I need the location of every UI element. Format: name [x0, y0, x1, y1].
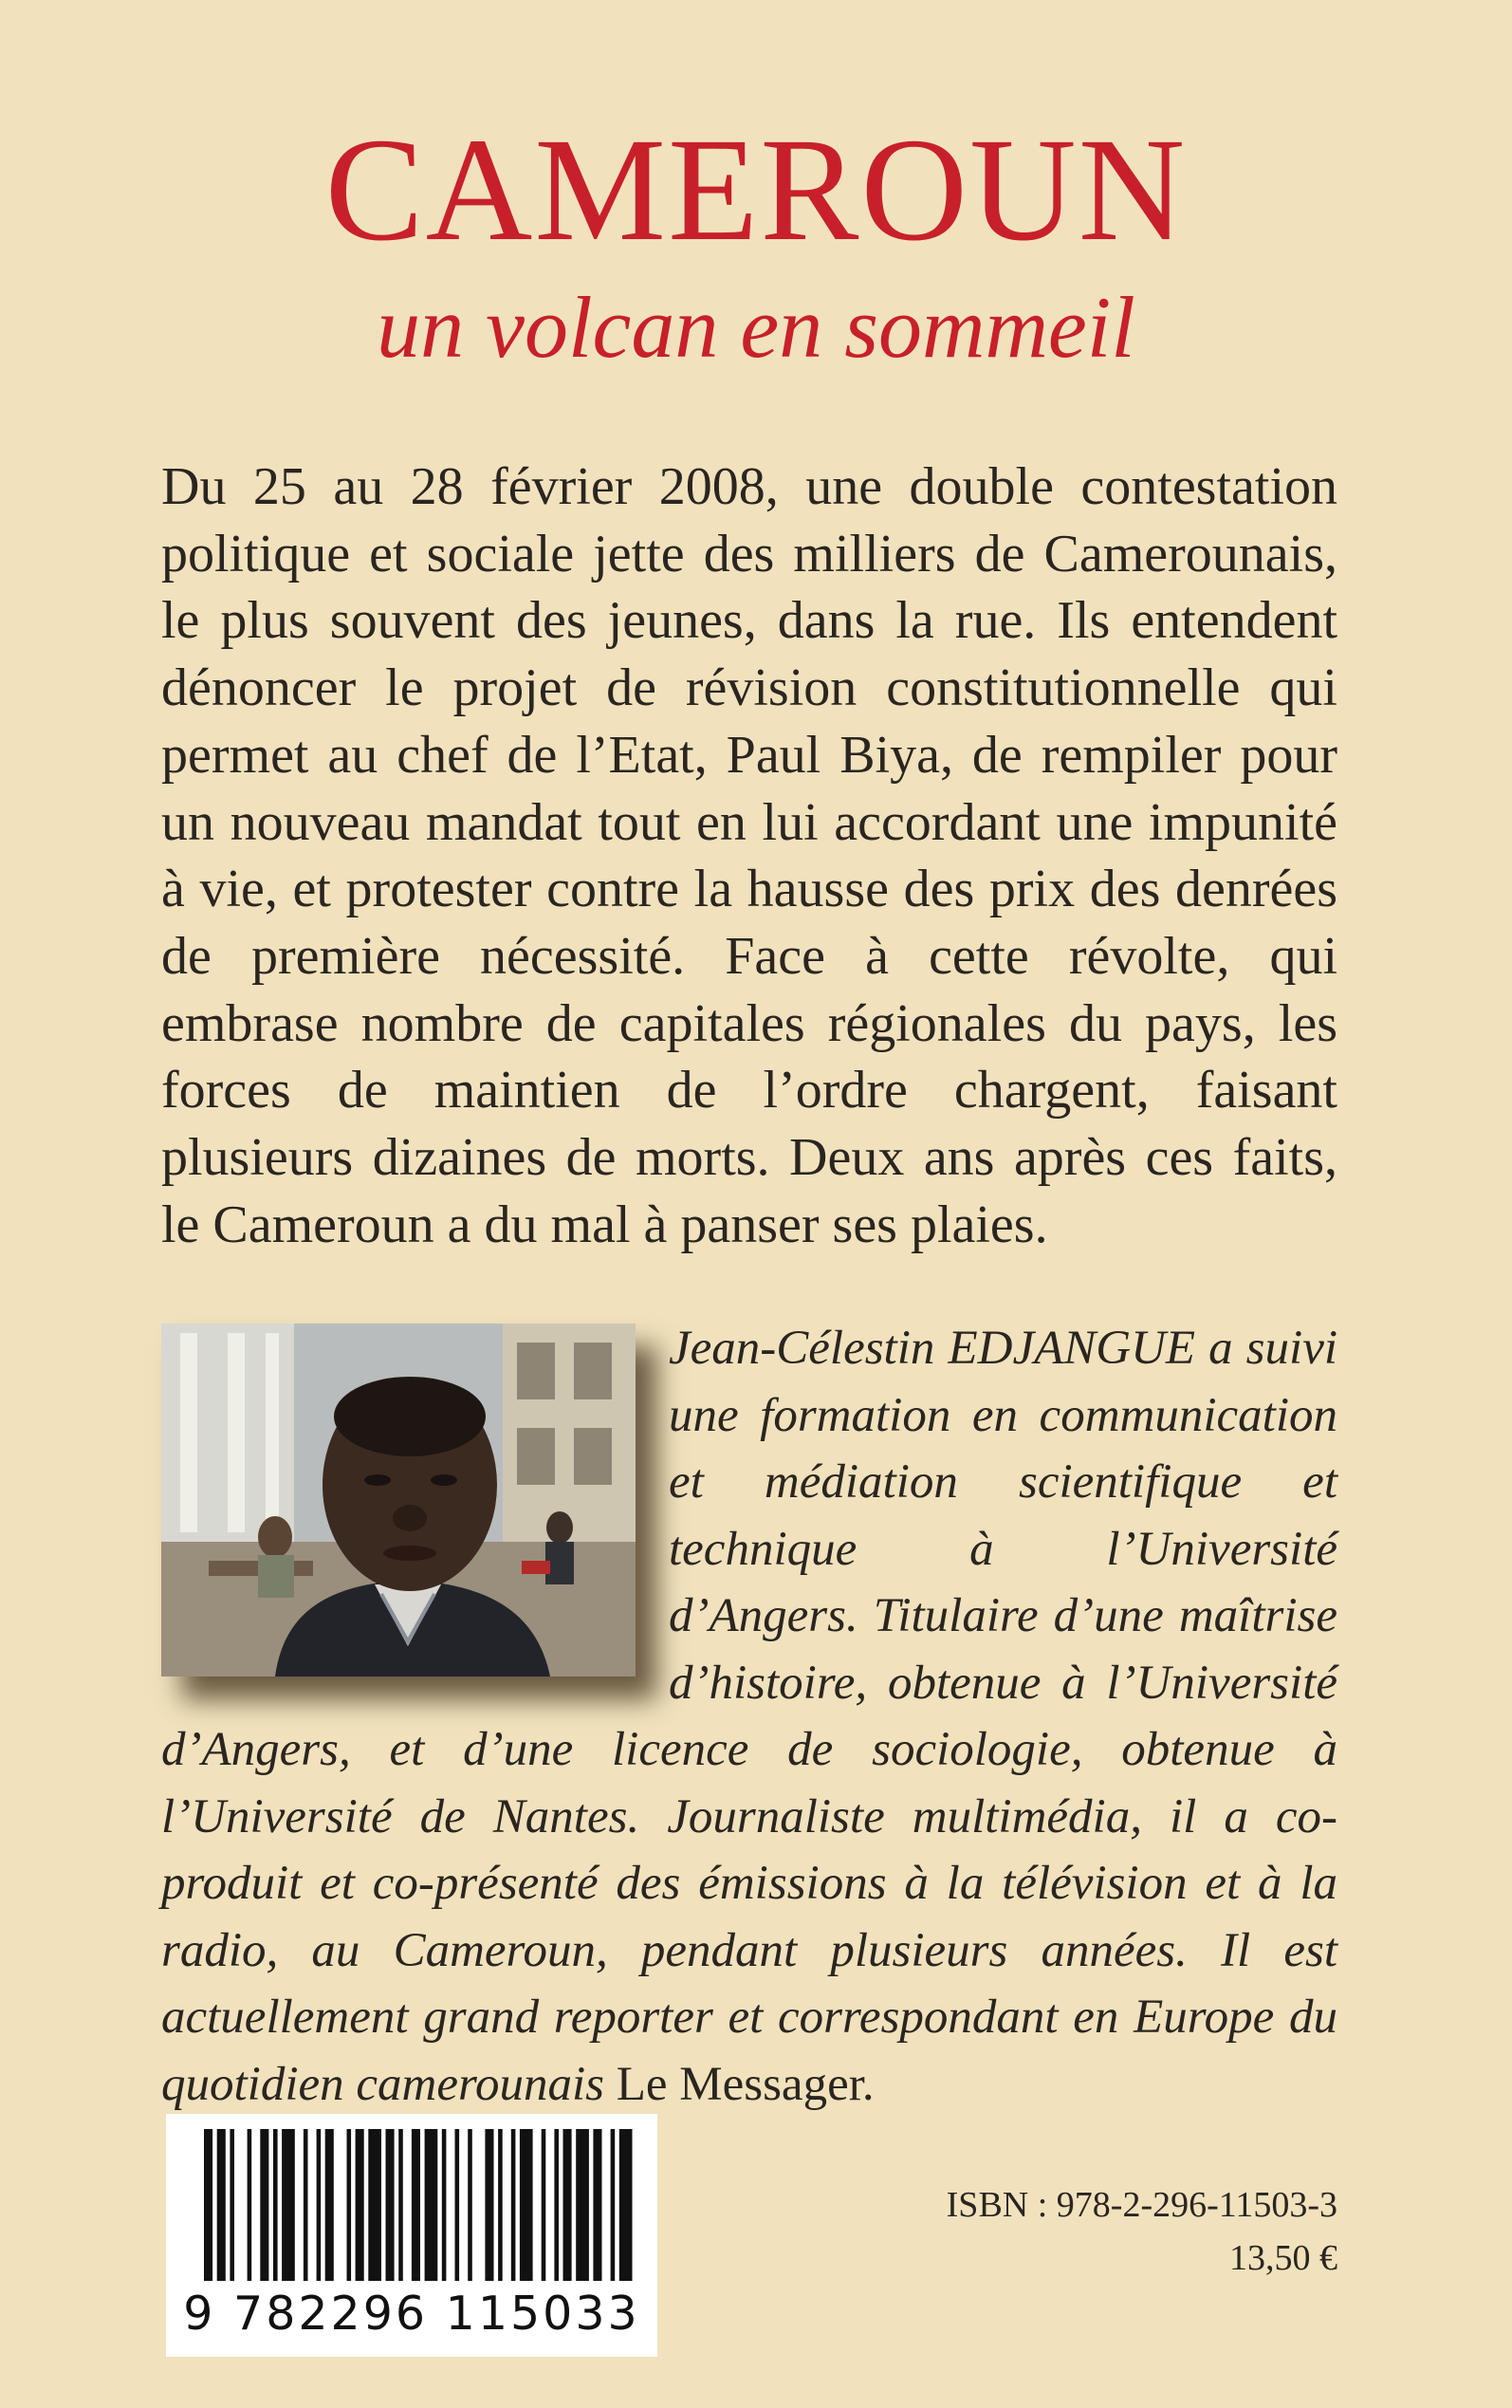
barcode-bar	[520, 2129, 533, 2281]
barcode-bar	[304, 2129, 308, 2281]
barcode-bar	[260, 2129, 268, 2281]
barcode-bar	[204, 2129, 212, 2281]
photo-float-space	[161, 1315, 669, 1687]
barcode-bar	[412, 2129, 420, 2281]
barcode-digits: 9 782296 115033	[183, 2287, 640, 2341]
barcode-bar	[217, 2129, 226, 2281]
barcode-bar	[325, 2129, 334, 2281]
barcode-bar	[498, 2129, 503, 2281]
barcode-bar	[442, 2129, 447, 2281]
newspaper-name: Le Messager.	[616, 2057, 875, 2111]
barcode-bar	[425, 2129, 438, 2281]
barcode-bar	[511, 2129, 516, 2281]
barcode-bar	[386, 2129, 395, 2281]
book-summary: Du 25 au 28 février 2008, une double contestation politique et sociale jette des milliers de Camerounais, le plus souvent des jeunes, dans la rue. Ils entendent dénoncer le projet de révision constitutionnelle qui permet au chef de l’Etat, Paul Biya, de rempiler pour un nouveau mandat tout en lui accordant une impunité à vie, et protester contre la hausse des prix des denrées de première nécessité. Face à cette révolte, qui embrase nombre de capitales régionales du pays, les forces de maintien de l’ordre chargent, faisant plusieurs dizaines de morts. Deux ans après ces faits, le Cameroun a du mal à panser ses plaies.	[161, 457, 1337, 1254]
isbn: ISBN : 978-2-296-11503-3	[946, 2185, 1337, 2225]
barcode-bar	[611, 2129, 616, 2281]
book-title: CAMEROUN	[324, 107, 1188, 271]
author-biography	[161, 1315, 1337, 2118]
barcode-bar	[563, 2129, 572, 2281]
barcode-bar	[485, 2129, 493, 2281]
barcode-bar	[619, 2129, 633, 2281]
barcode-bar	[368, 2129, 381, 2281]
barcode-bar	[273, 2129, 278, 2281]
barcode-bar	[317, 2129, 322, 2281]
barcode-bar	[282, 2129, 295, 2281]
barcode-bar	[542, 2129, 546, 2281]
price: 13,50 €	[1229, 2238, 1337, 2278]
book-subtitle: un volcan en sommeil	[377, 279, 1135, 376]
author-bio-text: Jean-Célestin EDJANGUE a suivi une formation en communication et médiation scientifique et technique à l’Université d’Angers. Titulaire d’une maîtrise d’histoire, obtenue à l’Université d’Angers, et d’une licence de sociologie, obtenue à l’Université de Nantes. Journaliste multimédia, il a co-produit et co-présenté des émissions à la télévision et à la radio, au Cameroun, pendant plusieurs années. Il est actuellement grand reporter et correspondant en Europe du quotidien camerounais	[161, 1322, 1337, 2111]
barcode-bar	[248, 2129, 252, 2281]
barcode-bar	[398, 2129, 403, 2281]
barcode	[166, 2114, 657, 2357]
barcode-bar	[576, 2129, 589, 2281]
barcode-bar	[356, 2129, 364, 2281]
barcode-bar	[455, 2129, 460, 2281]
barcode-bar	[230, 2129, 234, 2281]
barcode-bar	[468, 2129, 472, 2281]
barcode-bar	[554, 2129, 559, 2281]
barcode-bar	[347, 2129, 352, 2281]
barcode-bar	[593, 2129, 601, 2281]
